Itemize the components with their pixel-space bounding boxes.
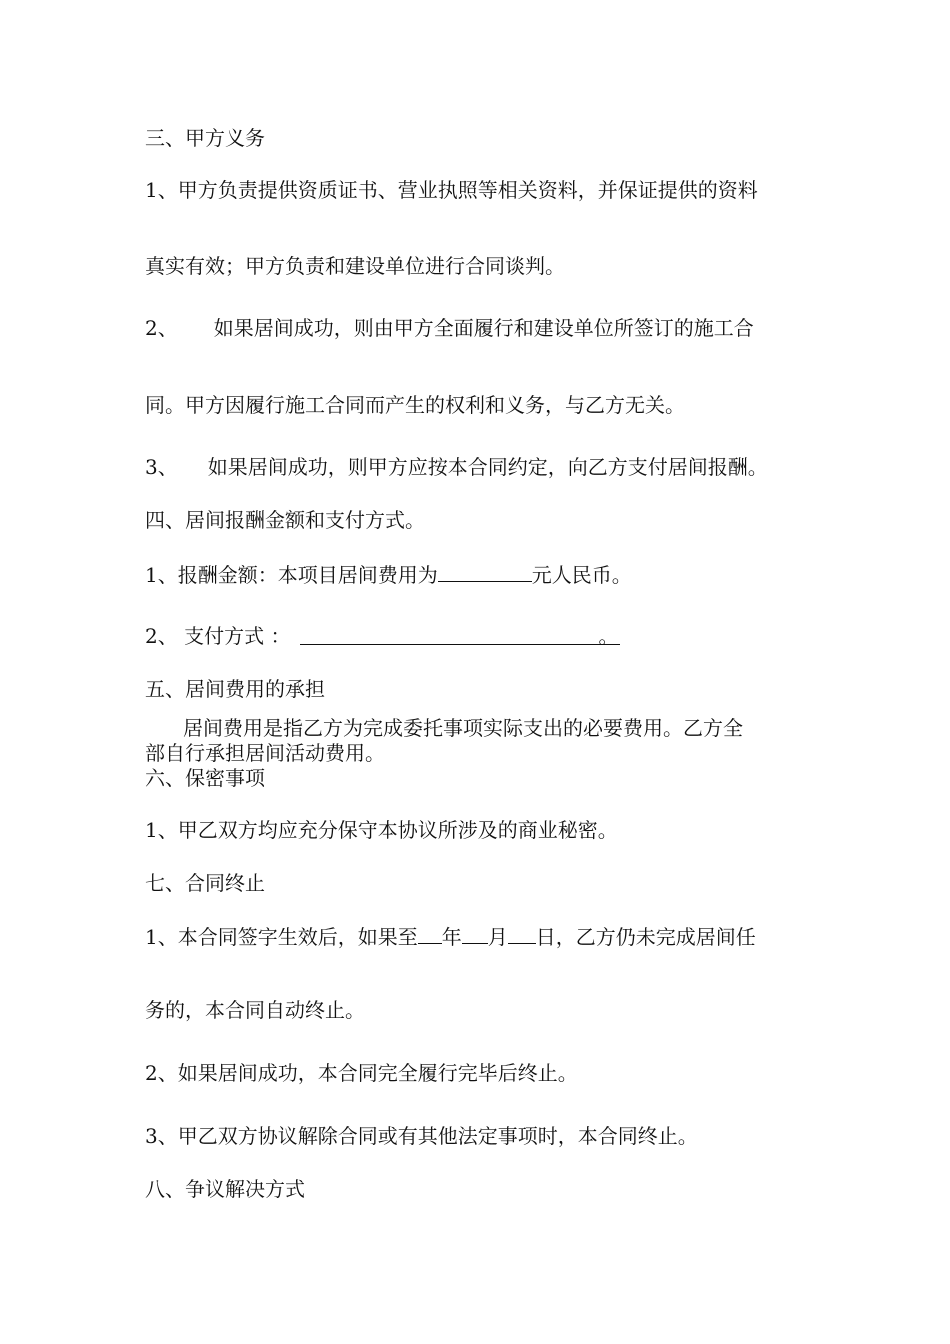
section-4-item-2	[145, 624, 620, 648]
section-7-item-2: 2、如果居间成功，本合同完全履行完毕后终止。	[145, 1061, 578, 1085]
day-blank	[508, 923, 536, 944]
month-blank	[462, 923, 488, 944]
year-blank	[418, 923, 442, 944]
section-7-item-1-day: 日，乙方仍未完成居间任	[535, 925, 756, 949]
section-7-item-3: 3、甲乙双方协议解除合同或有其他法定事项时，本合同终止。	[145, 1124, 698, 1148]
payment-method-blank	[300, 624, 620, 648]
section-7-item-1-text-a: 1、本合同签字生效后，如果至	[145, 925, 418, 949]
section-7-item-1-month: 月	[487, 925, 508, 949]
section-6-heading: 六、保密事项	[145, 766, 265, 790]
section-3-item-2-line-2: 同。甲方因履行施工合同而产生的权利和义务，与乙方无关。	[145, 393, 685, 417]
section-4-heading: 四、居间报酬金额和支付方式。	[145, 508, 425, 532]
section-7-item-1-line-1	[145, 923, 756, 949]
section-3-item-1-line-2: 真实有效；甲方负责和建设单位进行合同谈判。	[145, 254, 565, 278]
section-7-heading: 七、合同终止	[145, 871, 265, 895]
section-5-paragraph-line-2: 部自行承担居间活动费用。	[145, 741, 385, 765]
section-4-item-1	[145, 561, 632, 587]
section-3-item-3-text: 如果居间成功，则甲方应按本合同约定，向乙方支付居间报酬。	[207, 455, 768, 479]
section-3-item-1-line-1: 1、甲方负责提供资质证书、营业执照等相关资料，并保证提供的资料	[145, 178, 758, 202]
section-3-item-2-number: 2、	[145, 316, 178, 340]
section-4-item-1-suffix: 元人民币。	[531, 563, 632, 587]
section-7-item-1-year: 年	[441, 925, 462, 949]
fee-amount-blank	[438, 561, 532, 582]
section-7-item-1-line-2: 务的，本合同自动终止。	[145, 998, 365, 1022]
section-4-item-2-end: 。	[598, 624, 619, 648]
section-4-item-1-prefix: 1、报酬金额：本项目居间费用为	[145, 563, 438, 587]
section-6-item-1: 1、甲乙双方均应充分保守本协议所涉及的商业秘密。	[145, 818, 618, 842]
section-5-heading: 五、居间费用的承担	[145, 677, 325, 701]
section-3-item-3	[145, 455, 768, 479]
section-3-item-2-text: 如果居间成功，则由甲方全面履行和建设单位所签订的施工合	[213, 316, 754, 340]
section-5-paragraph-line-1: 居间费用是指乙方为完成委托事项实际支出的必要费用。乙方全	[183, 716, 743, 740]
section-3-item-2-line-1	[145, 316, 754, 340]
section-3-item-3-number: 3、	[145, 455, 178, 479]
section-4-item-2-prefix: 2、 支付方式 ：	[145, 624, 291, 648]
section-3-heading: 三、甲方义务	[145, 126, 265, 150]
section-8-heading: 八、争议解决方式	[145, 1177, 305, 1201]
